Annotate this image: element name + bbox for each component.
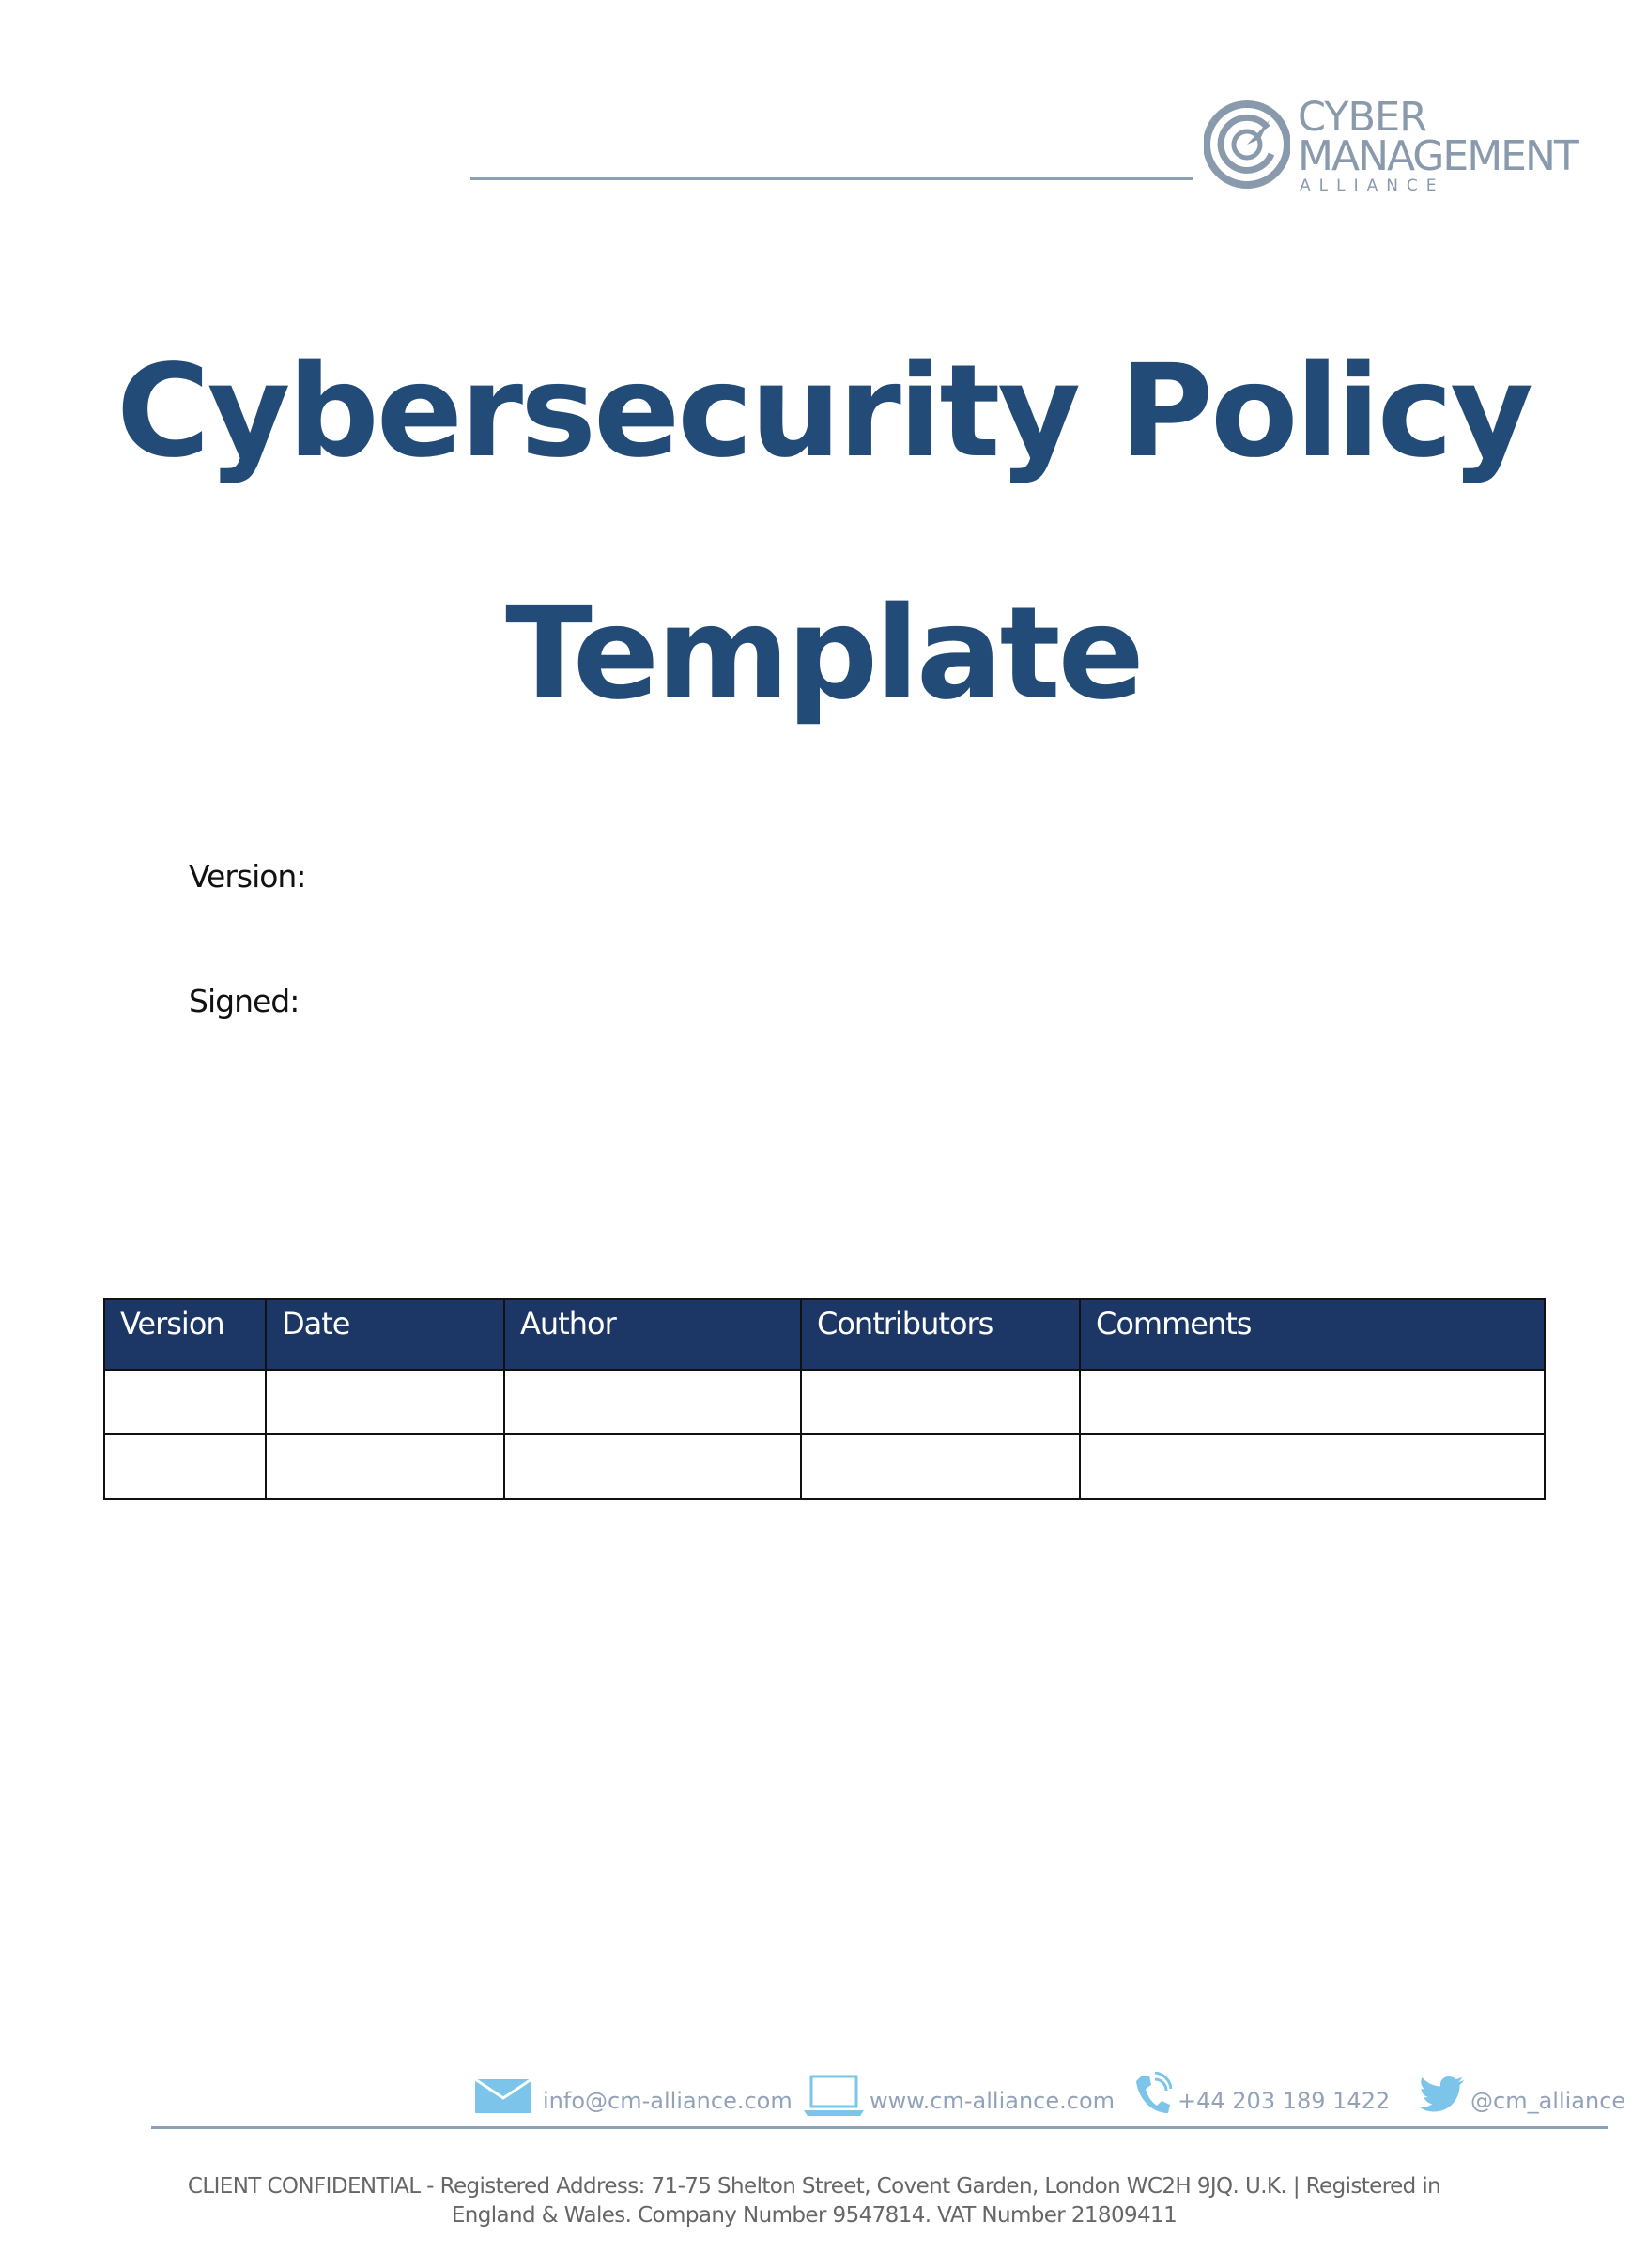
table-cell (504, 1370, 801, 1434)
logo-line-cyber: CYBER (1298, 94, 1427, 141)
logo-line-alliance: ALLIANCE (1300, 176, 1445, 195)
column-header-contributors: Contributors (801, 1299, 1080, 1370)
logo-line-management: MANAGEMENT (1298, 132, 1578, 180)
footer-legal-line-2: England & Wales. Company Number 9547814. VAT Number 21809411 (451, 2203, 1178, 2228)
table-cell (504, 1434, 801, 1499)
document-title-line-1: Cybersecurity Policy (115, 338, 1532, 486)
table-cell (104, 1370, 266, 1434)
contact-twitter-text[interactable]: @cm_alliance (1470, 2088, 1626, 2114)
column-header-comments: Comments (1080, 1299, 1545, 1370)
version-label: Version: (189, 858, 306, 895)
contact-email-text[interactable]: info@cm-alliance.com (543, 2088, 793, 2114)
table-row (104, 1370, 1545, 1434)
logo-wordmark (1298, 94, 1579, 195)
laptop-icon (804, 2075, 864, 2116)
contact-phone-text[interactable]: +44 203 189 1422 (1178, 2088, 1391, 2114)
table-cell (266, 1434, 504, 1499)
footer-contacts (0, 2069, 1647, 2116)
contact-website[interactable] (804, 2069, 1116, 2116)
table-row (104, 1434, 1545, 1499)
table-header-row (104, 1299, 1545, 1370)
version-history-table (103, 1298, 1546, 1500)
table-cell (801, 1370, 1080, 1434)
column-header-date: Date (266, 1299, 504, 1370)
signed-label: Signed: (189, 983, 300, 1019)
envelope-icon (475, 2079, 531, 2113)
column-header-author: Author (504, 1299, 801, 1370)
footer-rule (151, 2126, 1608, 2129)
contact-website-text[interactable]: www.cm-alliance.com (870, 2088, 1116, 2114)
footer-legal-line-1: CLIENT CONFIDENTIAL - Registered Address: 71-75 Shelton Street, Covent Garden, London WC2H 9JQ. U.K. | Registered in (187, 2174, 1441, 2199)
header-rule (470, 177, 1193, 180)
company-logo (1204, 94, 1578, 195)
contact-email[interactable] (475, 2069, 793, 2116)
table-cell (266, 1370, 504, 1434)
table-cell (1080, 1370, 1545, 1434)
table-cell (104, 1434, 266, 1499)
document-title (94, 291, 1553, 775)
contact-twitter[interactable] (1420, 2069, 1626, 2116)
table-cell (1080, 1434, 1545, 1499)
contact-phone[interactable] (1132, 2069, 1395, 2116)
table-cell (801, 1434, 1080, 1499)
phone-icon (1132, 2072, 1172, 2117)
twitter-bird-icon (1420, 2075, 1465, 2114)
footer-legal-notice (131, 2172, 1497, 2230)
document-title-line-2: Template (505, 580, 1142, 728)
column-header-version: Version (104, 1299, 266, 1370)
logo-mark-icon (1204, 98, 1290, 192)
